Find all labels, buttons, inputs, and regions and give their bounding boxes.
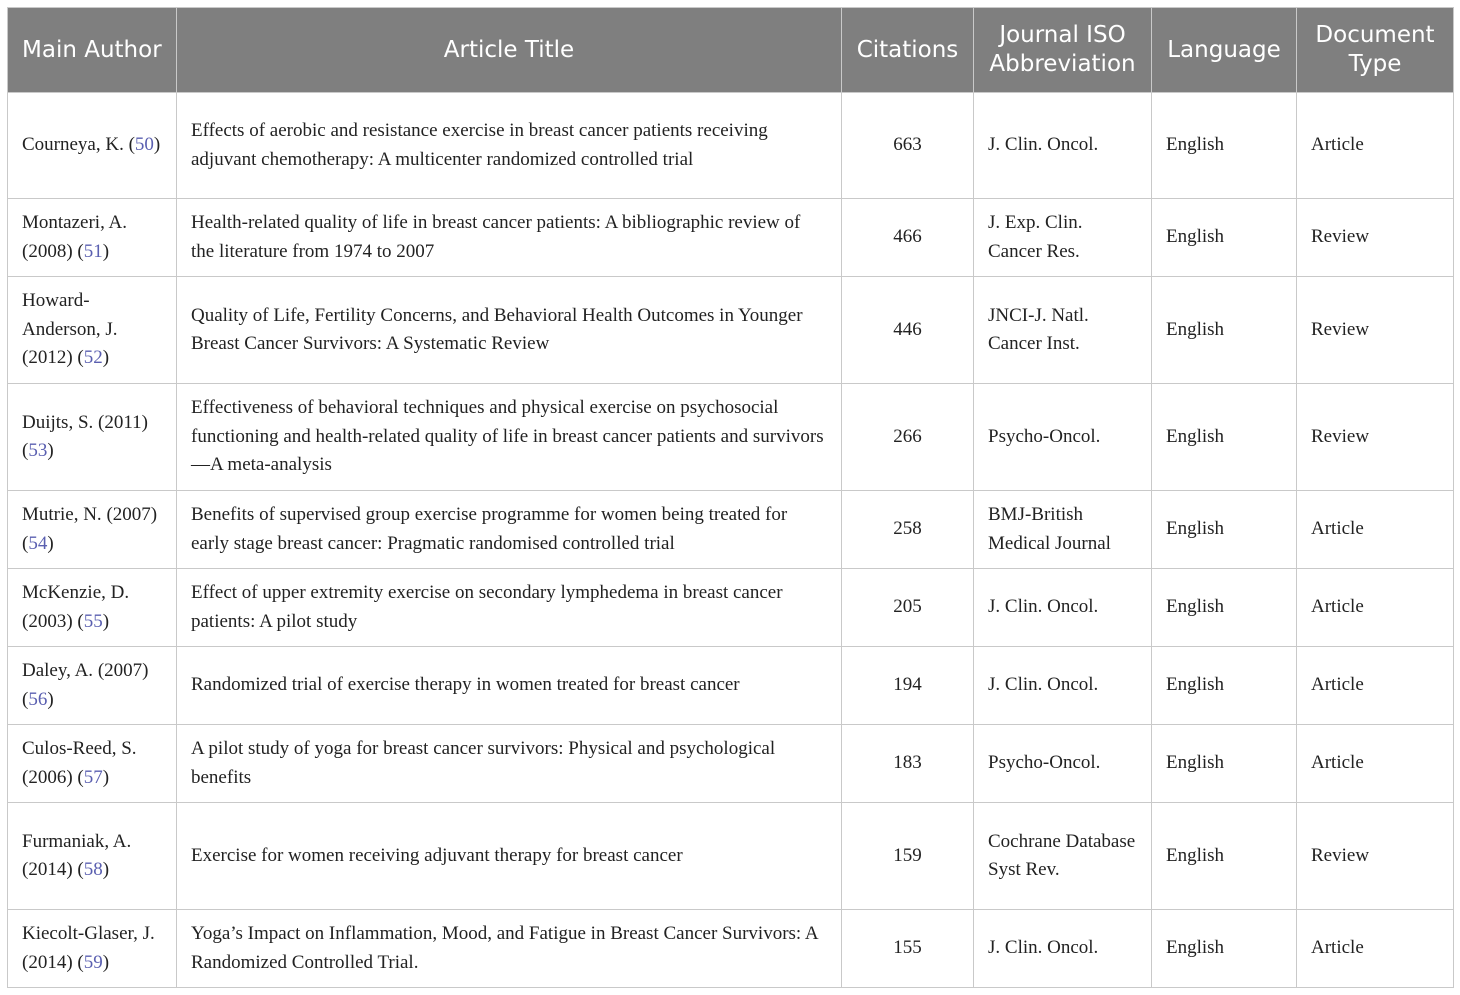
cell-document-type: Review	[1297, 803, 1454, 910]
reference-link[interactable]: 57	[83, 766, 103, 788]
cell-document-type: Article	[1297, 647, 1454, 725]
cell-article-title: Effects of aerobic and resistance exercise in breast cancer patients receiving adjuvant chemotherapy: A multicenter randomized controlled trial	[177, 93, 842, 199]
reference-link[interactable]: 53	[28, 440, 48, 461]
cell-citations: 205	[842, 569, 974, 647]
author-year: (2006)	[22, 766, 73, 788]
cell-language: English	[1152, 93, 1297, 199]
cell-citations: 663	[842, 93, 974, 199]
table-row	[8, 93, 1454, 199]
cell-main-author: Courneya, K. (50)	[8, 93, 177, 199]
author-year: (2014)	[22, 859, 73, 880]
cell-language: English	[1152, 725, 1297, 803]
author-year: (2008)	[22, 240, 73, 262]
cell-language: English	[1152, 384, 1297, 491]
cell-language: English	[1152, 569, 1297, 647]
cell-main-author: Daley, A. (2007) (56)	[8, 647, 177, 725]
table-row	[8, 910, 1454, 988]
citations-table	[7, 7, 1454, 988]
cell-citations: 194	[842, 647, 974, 725]
cell-journal: JNCI-J. Natl. Cancer Inst.	[974, 277, 1152, 384]
table-row	[8, 803, 1454, 910]
cell-citations: 159	[842, 803, 974, 910]
cell-article-title: Health-related quality of life in breast cancer patients: A bibliographic review of the literature from 1974 to 2007	[177, 199, 842, 277]
cell-article-title: Yoga’s Impact on Inflammation, Mood, and Fatigue in Breast Cancer Survivors: A Randomized Controlled Trial.	[177, 910, 842, 988]
cell-article-title: Benefits of supervised group exercise programme for women being treated for early stage breast cancer: Pragmatic randomised controlled trial	[177, 491, 842, 569]
cell-document-type: Review	[1297, 277, 1454, 384]
header-row	[8, 8, 1454, 93]
reference-link[interactable]: 51	[83, 240, 103, 262]
author-year: (2007)	[106, 504, 158, 525]
cell-main-author: Furmaniak, A. (2014) (58)	[8, 803, 177, 910]
author-name: Montazeri, A.	[22, 212, 128, 233]
author-name: Kiecolt-Glaser, J.	[22, 923, 155, 944]
author-name: McKenzie, D.	[22, 582, 130, 603]
cell-citations: 266	[842, 384, 974, 491]
cell-journal: J. Clin. Oncol.	[974, 93, 1152, 199]
cell-main-author: McKenzie, D. (2003) (55)	[8, 569, 177, 647]
reference-link[interactable]: 55	[83, 610, 103, 632]
table-row	[8, 569, 1454, 647]
cell-article-title: Randomized trial of exercise therapy in women treated for breast cancer	[177, 647, 842, 725]
author-year: (2007)	[97, 660, 149, 681]
cell-journal: Cochrane Database Syst Rev.	[974, 803, 1152, 910]
cell-document-type: Review	[1297, 384, 1454, 491]
header-language: Language	[1152, 8, 1297, 93]
cell-article-title: Exercise for women receiving adjuvant therapy for breast cancer	[177, 803, 842, 910]
cell-citations: 446	[842, 277, 974, 384]
cell-document-type: Article	[1297, 725, 1454, 803]
reference-link[interactable]: 59	[83, 951, 103, 973]
cell-document-type: Review	[1297, 199, 1454, 277]
cell-citations: 466	[842, 199, 974, 277]
cell-language: English	[1152, 199, 1297, 277]
cell-journal: Psycho-Oncol.	[974, 725, 1152, 803]
cell-document-type: Article	[1297, 910, 1454, 988]
reference-link[interactable]: 50	[134, 134, 154, 156]
header-article-title: Article Title	[177, 8, 842, 93]
cell-language: English	[1152, 491, 1297, 569]
author-name: Howard-Anderson, J.	[22, 290, 118, 340]
reference-link[interactable]: 54	[28, 532, 48, 554]
cell-document-type: Article	[1297, 569, 1454, 647]
cell-main-author: Mutrie, N. (2007) (54)	[8, 491, 177, 569]
author-name: Mutrie, N.	[22, 504, 102, 525]
cell-language: English	[1152, 803, 1297, 910]
cell-article-title: Effect of upper extremity exercise on secondary lymphedema in breast cancer patients: A pilot study	[177, 569, 842, 647]
header-document-type: Document Type	[1297, 8, 1454, 93]
cell-journal: J. Clin. Oncol.	[974, 647, 1152, 725]
table-row	[8, 491, 1454, 569]
cell-journal: J. Clin. Oncol.	[974, 910, 1152, 988]
reference-link[interactable]: 52	[83, 347, 103, 369]
cell-citations: 183	[842, 725, 974, 803]
header-main-author: Main Author	[8, 8, 177, 93]
table-row	[8, 384, 1454, 491]
cell-article-title: Effectiveness of behavioral techniques and physical exercise on psychosocial functioning and health-related quality of life in breast cancer patients and survivors—A meta-analysis	[177, 384, 842, 491]
table-row	[8, 725, 1454, 803]
reference-link[interactable]: 58	[83, 859, 103, 880]
author-name: Duijts, S.	[22, 411, 94, 433]
author-name: Furmaniak, A.	[22, 830, 132, 852]
table-row	[8, 199, 1454, 277]
cell-document-type: Article	[1297, 93, 1454, 199]
author-name: Culos-Reed, S.	[22, 738, 137, 759]
cell-journal: BMJ-British Medical Journal	[974, 491, 1152, 569]
author-name: Courneya, K.	[22, 134, 124, 156]
author-year: (2014)	[22, 951, 73, 973]
table-row	[8, 647, 1454, 725]
cell-citations: 258	[842, 491, 974, 569]
cell-journal: J. Exp. Clin. Cancer Res.	[974, 199, 1152, 277]
header-citations: Citations	[842, 8, 974, 93]
cell-journal: J. Clin. Oncol.	[974, 569, 1152, 647]
author-name: Daley, A.	[22, 660, 94, 681]
cell-main-author: Culos-Reed, S. (2006) (57)	[8, 725, 177, 803]
table-row	[8, 277, 1454, 384]
cell-language: English	[1152, 277, 1297, 384]
cell-citations: 155	[842, 910, 974, 988]
reference-link[interactable]: 56	[28, 688, 48, 710]
cell-language: English	[1152, 910, 1297, 988]
cell-language: English	[1152, 647, 1297, 725]
author-year: (2011)	[98, 411, 148, 433]
cell-article-title: Quality of Life, Fertility Concerns, and Behavioral Health Outcomes in Younger Breast Cancer Survivors: A Systematic Review	[177, 277, 842, 384]
header-journal: Journal ISO Abbreviation	[974, 8, 1152, 93]
cell-main-author: Howard-Anderson, J. (2012) (52)	[8, 277, 177, 384]
cell-main-author: Kiecolt-Glaser, J. (2014) (59)	[8, 910, 177, 988]
cell-article-title: A pilot study of yoga for breast cancer survivors: Physical and psychological benefits	[177, 725, 842, 803]
cell-document-type: Article	[1297, 491, 1454, 569]
cell-journal: Psycho-Oncol.	[974, 384, 1152, 491]
author-year: (2003)	[22, 610, 73, 632]
cell-main-author: Duijts, S. (2011) (53)	[8, 384, 177, 491]
cell-main-author: Montazeri, A. (2008) (51)	[8, 199, 177, 277]
author-year: (2012)	[22, 347, 73, 369]
